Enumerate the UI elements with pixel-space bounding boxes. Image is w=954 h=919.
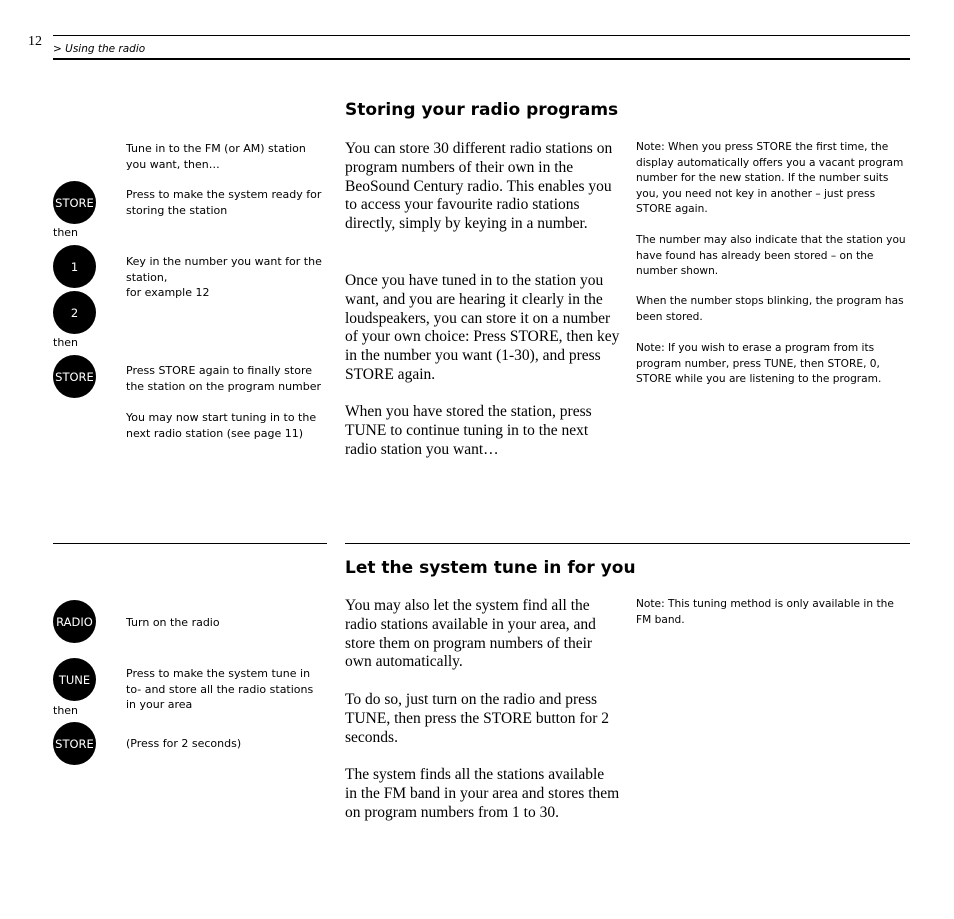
header-top-rule	[53, 35, 910, 36]
then-label: then	[53, 336, 79, 349]
running-head: > Using the radio	[53, 43, 146, 55]
note-paragraph: The number may also indicate that the station you have found has already been stored – on the number shown.	[636, 234, 906, 277]
body-paragraph: To do so, just turn on the radio and press TUNE, then press the STORE button for 2 seconds.	[345, 691, 610, 746]
step-turn-on-radio: Turn on the radio	[126, 616, 220, 629]
digit-2-key-icon: 2	[53, 291, 96, 334]
digit-1-key-icon: 1	[53, 245, 96, 288]
step-store-again: Press STORE again to finally store the station on the program number	[126, 364, 322, 393]
body-paragraph: Once you have tuned in to the station you want, and you are hearing it clearly in the loudspeakers, you can store it on a number of your own choice: Press STORE, then key in the number you want (1-30), and press STORE again.	[345, 272, 620, 383]
store-key-icon: STORE	[53, 722, 96, 765]
header-rule	[53, 58, 910, 60]
section-title-auto-tune: Let the system tune in for you	[345, 558, 636, 578]
step-tune-in: Tune in to the FM (or AM) station you want, then…	[126, 142, 306, 171]
section-title-storing: Storing your radio programs	[345, 100, 619, 120]
store-key-icon: STORE	[53, 181, 96, 224]
store-key-icon: STORE	[53, 355, 96, 398]
step-press-tune: Press to make the system tune in to- and store all the radio stations in your area	[126, 667, 314, 711]
then-label: then	[53, 226, 79, 239]
body-paragraph: The system finds all the stations available in the FM band in your area and stores them on program numbers from 1 to 30.	[345, 766, 620, 821]
note-paragraph: Note: If you wish to erase a program from its program number, press TUNE, then STORE, 0, STORE while you are listening to the program.	[636, 342, 882, 385]
body-paragraph: When you have stored the station, press TUNE to continue tuning in to the next radio station you want…	[345, 403, 592, 458]
step-next-station: You may now start tuning in to the next radio station (see page 11)	[126, 411, 317, 440]
then-label: then	[53, 704, 79, 717]
body-paragraph: You can store 30 different radio stations on program numbers of their own in the BeoSound Century radio. This enables you to access your favourite radio stations directly, simply by keying in a number.	[345, 140, 613, 233]
step-press-store: Press to make the system ready for storing the station	[126, 188, 322, 217]
section-divider	[345, 543, 910, 544]
note-paragraph: Note: This tuning method is only available in the FM band.	[636, 598, 894, 626]
note-paragraph: Note: When you press STORE the first time, the display automatically offers you a vacant program number for the new station. If the number suits you, you need not key in another – just press STORE again.	[636, 141, 904, 215]
tune-key-icon: TUNE	[53, 658, 96, 701]
body-paragraph: You may also let the system find all the radio stations available in your area, and store them on program numbers of their own automatically.	[345, 597, 596, 671]
page-number: 12	[28, 34, 42, 49]
section-divider	[53, 543, 327, 544]
radio-key-icon: RADIO	[53, 600, 96, 643]
note-paragraph: When the number stops blinking, the program has been stored.	[636, 295, 904, 323]
step-press-store-2s: (Press for 2 seconds)	[126, 737, 242, 750]
step-key-number: Key in the number you want for the station, for example 12	[126, 255, 322, 299]
